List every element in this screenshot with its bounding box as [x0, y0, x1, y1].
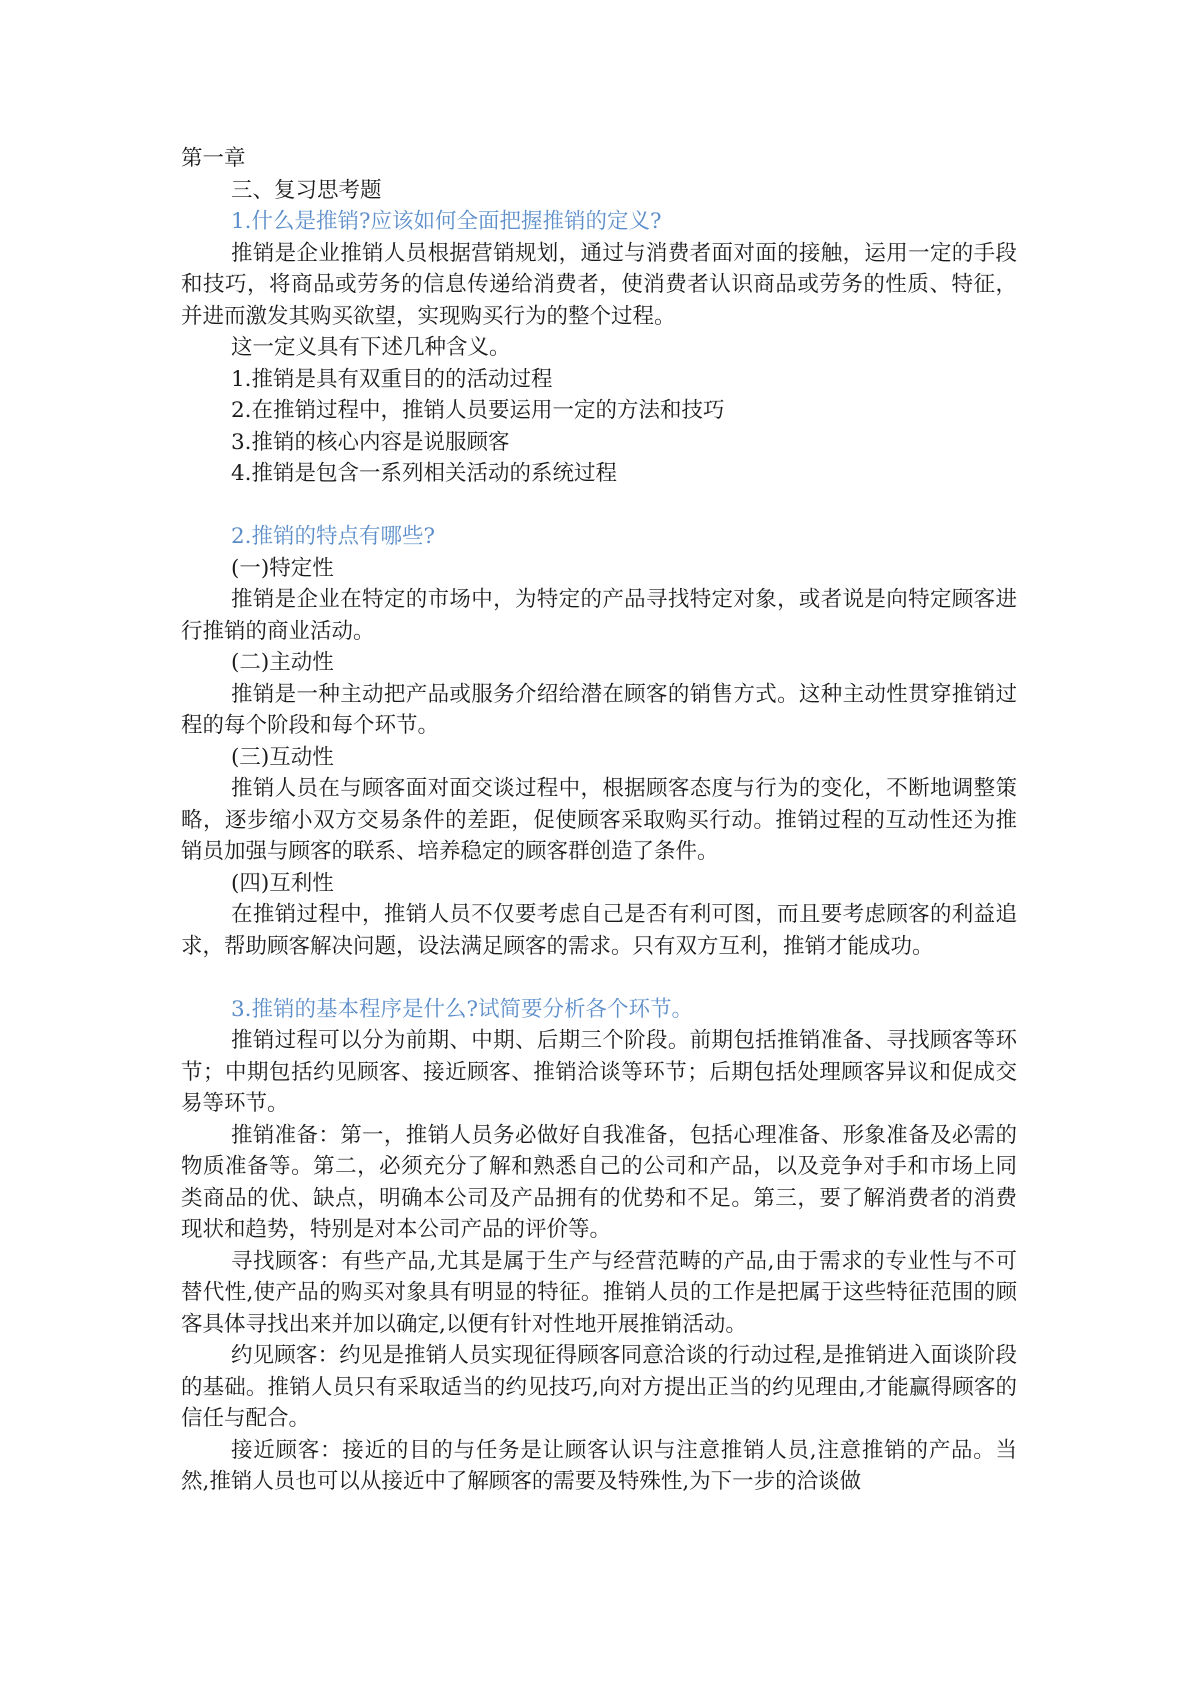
- process-paragraph: 寻找顾客：有些产品,尤其是属于生产与经营范畴的产品,由于需求的专业性与不可替代性,使产品的购买对象具有明显的特征。推销人员的工作是把属于这些特征范围的顾客具体寻找出来并加以确定,以便有针对性地开展推销活动。: [181, 1248, 1017, 1337]
- process-paragraph: 推销过程可以分为前期、中期、后期三个阶段。前期包括推销准备、寻找顾客等环节；中期包括约见顾客、接近顾客、推销洽谈等环节；后期包括处理顾客异议和促成交易等环节。: [181, 1028, 1017, 1116]
- question-1-intro: 这一定义具有下述几种含义。: [231, 335, 511, 360]
- process-paragraph: 推销准备：第一，推销人员务必做好自我准备，包括心理准备、形象准备及必需的物质准备等。第二，必须充分了解和熟悉自己的公司和产品，以及竞争对手和市场上同类商品的优、缺点，明确本公司及产品拥有的优势和不足。第三，要了解消费者的消费现状和趋势，特别是对本公司产品的评价等。: [181, 1122, 1017, 1242]
- feature-body: 推销人员在与顾客面对面交谈过程中，根据顾客态度与行为的变化，不断地调整策略，逐步缩小双方交易条件的差距，促使顾客采取购买行动。推销过程的互动性还为推销员加强与顾客的联系、培养稳定的顾客群创造了条件。: [181, 776, 1017, 864]
- question-3-heading: 3.推销的基本程序是什么?试简要分析各个环节。: [231, 996, 694, 1022]
- process-paragraph: 约见顾客：约见是推销人员实现征得顾客同意洽谈的行动过程,是推销进入面谈阶段的基础。推销人员只有采取适当的约见技巧,向对方提出正当的约见理由,才能赢得顾客的信任与配合。: [181, 1343, 1017, 1431]
- question-1-point: 1.推销是具有双重目的的活动过程: [231, 366, 553, 392]
- question-1-point: 3.推销的核心内容是说服顾客: [231, 429, 510, 455]
- section-title: 三、复习思考题: [231, 177, 382, 203]
- question-1-heading: 1.什么是推销?应该如何全面把握推销的定义?: [231, 209, 662, 234]
- feature-title: (三)互动性: [231, 744, 334, 770]
- question-1-definition: 推销是企业推销人员根据营销规划，通过与消费者面对面的接触，运用一定的手段和技巧，将商品或劳务的信息传递给消费者，使消费者认识商品或劳务的性质、特征，并进而激发其购买欲望，实现购买行为的整个过程。: [181, 240, 1017, 329]
- question-1-point: 4.推销是包含一系列相关活动的系统过程: [231, 461, 618, 486]
- process-paragraph: 接近顾客：接近的目的与任务是让顾客认识与注意推销人员,注意推销的产品。当然,推销人员也可以从接近中了解顾客的需要及特殊性,为下一步的洽谈做: [181, 1437, 1017, 1494]
- feature-title: (二)主动性: [231, 650, 334, 675]
- feature-body: 在推销过程中，推销人员不仅要考虑自己是否有利可图，而且要考虑顾客的利益追求，帮助顾客解决问题，设法满足顾客的需求。只有双方互利，推销才能成功。: [181, 902, 1017, 959]
- feature-title: (一)特定性: [231, 555, 334, 581]
- paragraph-gap: [181, 962, 1017, 994]
- document-page: [181, 143, 1017, 1498]
- question-1-point: 2.在推销过程中，推销人员要运用一定的方法和技巧: [231, 398, 725, 423]
- chapter-title: 第一章: [181, 146, 246, 171]
- question-2-heading: 2.推销的特点有哪些?: [231, 524, 436, 549]
- feature-body: 推销是企业在特定的市场中，为特定的产品寻找特定对象，或者说是向特定顾客进行推销的商业活动。: [181, 587, 1017, 644]
- paragraph-gap: [181, 490, 1017, 522]
- feature-title: (四)互利性: [231, 870, 334, 896]
- feature-body: 推销是一种主动把产品或服务介绍给潜在顾客的销售方式。这种主动性贯穿推销过程的每个阶段和每个环节。: [181, 681, 1017, 738]
